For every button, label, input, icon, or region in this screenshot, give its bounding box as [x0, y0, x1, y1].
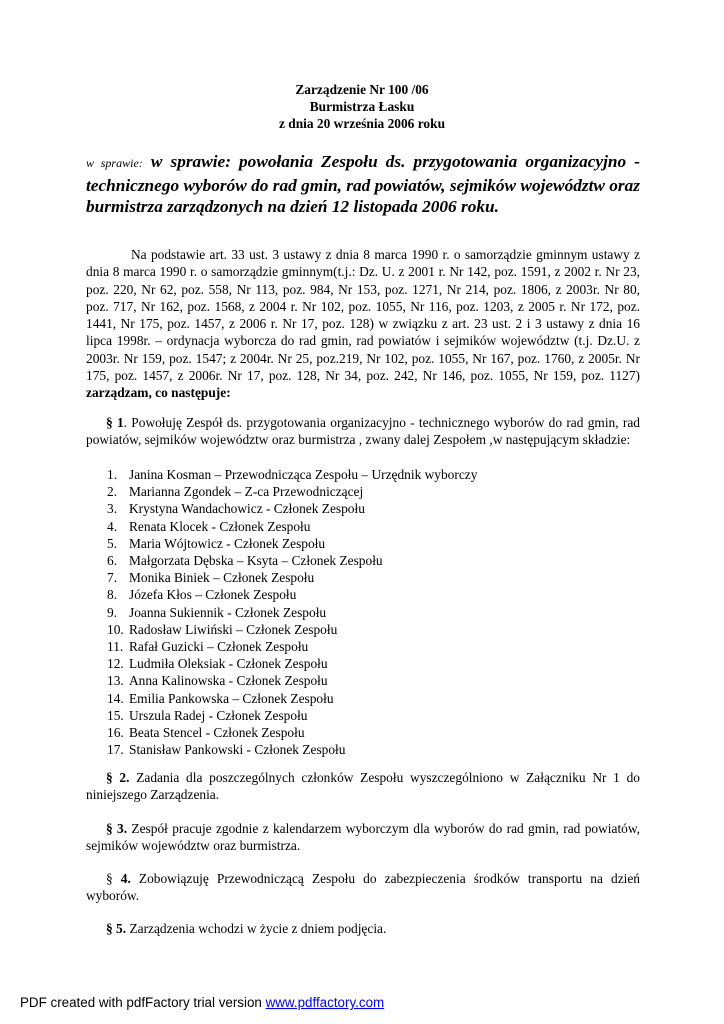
- section-3-mark: § 3.: [106, 821, 128, 836]
- member-item: [107, 655, 477, 672]
- member-text: Joanna Sukiennik - Członek Zespołu: [129, 604, 327, 620]
- member-text: Renata Klocek - Członek Zespołu: [129, 518, 311, 534]
- section-1-mark: § 1: [106, 415, 124, 430]
- legal-basis-resolution: zarządzam, co następuje:: [86, 385, 231, 401]
- member-text: Beata Stencel - Członek Zespołu: [129, 725, 305, 741]
- footer-text: PDF created with pdfFactory trial version: [20, 995, 266, 1010]
- section-1: [86, 414, 640, 449]
- member-number: 9.: [107, 604, 118, 620]
- member-item: [107, 690, 477, 707]
- section-4-mark: 4.: [120, 871, 131, 886]
- pdf-footer: [20, 995, 384, 1010]
- member-text: Małgorzata Dębska – Ksyta – Członek Zespołu: [129, 553, 383, 569]
- member-text: Rafał Guzicki – Członek Zespołu: [129, 639, 309, 655]
- member-number: 8.: [107, 587, 118, 603]
- member-text: Janina Kosman – Przewodnicząca Zespołu – Urzędnik wyborczy: [129, 467, 478, 482]
- member-text: Stanisław Pankowski - Członek Zespołu: [129, 742, 346, 758]
- footer-link[interactable]: www.pdffactory.com: [265, 995, 385, 1010]
- members-list: [107, 466, 477, 758]
- member-number: 3.: [107, 501, 118, 517]
- member-text: Ludmiła Oleksiak - Członek Zespołu: [129, 656, 328, 672]
- member-item: [107, 672, 477, 689]
- section-3-text: Zespół pracuje zgodnie z kalendarzem wyborczym dla wyborów do rad gmin, rad powiatów, sejmików województw oraz burmistrza.: [86, 821, 641, 854]
- member-number: 11.: [107, 639, 124, 655]
- member-number: 7.: [107, 570, 118, 586]
- member-text: Maria Wójtowicz - Członek Zespołu: [129, 535, 326, 551]
- section-5-text: Zarządzenia wchodzi w życie z dniem podjęcia.: [126, 921, 387, 936]
- document-header: [0, 81, 724, 132]
- section-5-mark: § 5.: [106, 921, 127, 936]
- member-item: [107, 724, 477, 741]
- member-item: [107, 707, 477, 724]
- member-text: Urszula Radej - Członek Zespołu: [129, 707, 308, 723]
- member-number: 15.: [107, 707, 124, 723]
- member-item: [107, 741, 477, 758]
- section-4-mark-prefix: §: [106, 871, 121, 886]
- member-number: 10.: [107, 621, 124, 637]
- subject: [86, 151, 640, 218]
- issuer: Burmistrza Łasku: [309, 99, 415, 114]
- member-item: [107, 518, 477, 535]
- member-number: 13.: [107, 673, 124, 689]
- legal-basis-paragraph: [86, 246, 640, 402]
- section-1-text: . Powołuję Zespół ds. przygotowania organizacyjno - technicznego wyborów do rad gmin, rad powiatów, sejmików województw oraz burmistrza , zwany dalej Zespołem ,w następującym składzie:: [86, 415, 640, 448]
- member-text: Radosław Liwiński – Członek Zespołu: [129, 621, 338, 637]
- section-5: [86, 920, 640, 937]
- member-number: 17.: [107, 742, 124, 758]
- member-number: 16.: [107, 725, 124, 741]
- member-item: [107, 586, 477, 603]
- member-item: [107, 535, 477, 552]
- member-number: 2.: [107, 484, 118, 500]
- member-item: [107, 569, 477, 586]
- member-item: [107, 500, 477, 517]
- member-item: [107, 638, 477, 655]
- member-text: Józefa Kłos – Członek Zespołu: [129, 587, 297, 603]
- section-2-mark: § 2.: [106, 770, 130, 785]
- member-number: 4.: [107, 518, 118, 534]
- member-text: Emilia Pankowska – Członek Zespołu: [129, 690, 334, 706]
- member-item: [107, 552, 477, 569]
- order-date: z dnia 20 września 2006 roku: [278, 116, 446, 131]
- order-number: Zarządzenie Nr 100 /06: [295, 82, 429, 97]
- section-2-text: Zadania dla poszczególnych członków Zespołu wyszczególniono w Załączniku Nr 1 do niniejszego Zarządzenia.: [86, 770, 640, 803]
- member-number: 12.: [107, 656, 124, 672]
- section-4-text: Zobowiązuję Przewodniczącą Zespołu do zabezpieczenia środków transportu na dzień wyborów.: [86, 871, 641, 904]
- member-item: [107, 466, 477, 483]
- member-text: Anna Kalinowska - Członek Zespołu: [129, 673, 328, 689]
- member-text: Krystyna Wandachowicz - Członek Zespołu: [129, 501, 365, 517]
- member-number: 6.: [107, 553, 118, 569]
- member-item: [107, 483, 477, 500]
- member-text: Marianna Zgondek – Z-ca Przewodniczącej: [129, 484, 364, 500]
- legal-basis-text: Na podstawie art. 33 ust. 3 ustawy z dnia 8 marca 1990 r. o samorządzie gminnym ustawy z dnia 8 marca 1990 r. o samorządzie gminnym(t.j.: Dz. U. z 2001 r. Nr 142, poz. 1591, z 2002 r. Nr 23, poz. 220, Nr 62, poz. 558, Nr 113, poz. 984, Nr 153, poz. 1271, Nr 214, poz. 1806, z 2003r. Nr 80, poz. 717, Nr 162, poz. 1568, z 2004 r. Nr 102, poz. 1055, Nr 116, poz. 1203, z 2005 r. Nr 172, poz. 1441, Nr 175, poz. 1457, z 2006 r. Nr 17, poz. 128) w związku z art. 23 ust. 2 i 3 ustawy z dnia 16 lipca 1998r. – ordynacja wyborcza do rad gmin, rad powiatów i sejmików województw (t.j. Dz.U. z 2003r. Nr 159, poz. 1547; z 2004r. Nr 25, poz.219, Nr 102, poz. 1055, Nr 167, poz. 1760, z 2005r. Nr 175, poz. 1457, z 2006r. Nr 17, poz. 128, Nr 34, poz. 242, Nr 146, poz. 1055, Nr 159, poz. 1127): [86, 247, 640, 384]
- subject-text: w sprawie: powołania Zespołu ds. przygotowania organizacyjno - technicznego wyborów do rad gmin, rad powiatów, sejmików województw oraz burmistrza zarządzonych na dzień 12 listopada 2006 roku.: [86, 152, 640, 216]
- section-2: [86, 769, 640, 804]
- subject-prefix: w sprawie:: [86, 156, 143, 170]
- member-item: [107, 621, 477, 638]
- member-item: [107, 604, 477, 621]
- section-3: [86, 820, 640, 855]
- member-number: 14.: [107, 690, 124, 706]
- member-number: 1.: [107, 467, 118, 482]
- member-text: Monika Biniek – Członek Zespołu: [129, 570, 315, 586]
- section-4: [86, 870, 640, 905]
- member-number: 5.: [107, 535, 118, 551]
